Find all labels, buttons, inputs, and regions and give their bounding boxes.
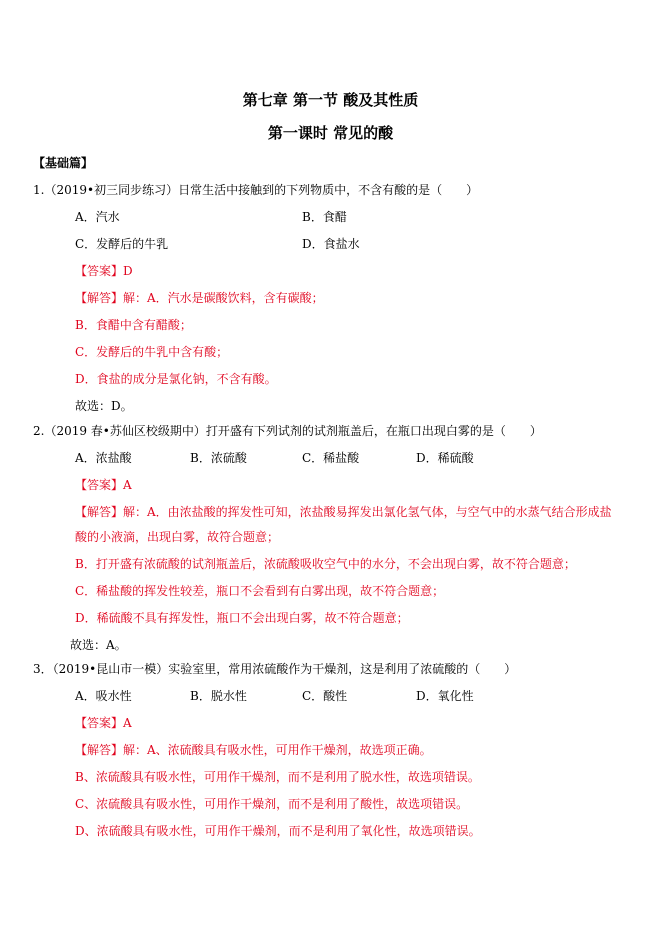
question-3-answer: 【答案】A [75, 716, 132, 730]
question-1-conclusion: 故选：D。 [75, 399, 133, 413]
question-1-analysis-line: B．食醋中含有醋酸； [75, 318, 192, 332]
question-2-option-d: D．稀硫酸 [416, 451, 474, 465]
question-1-analysis-line: D．食盐的成分是氯化钠，不含有酸。 [75, 372, 277, 386]
question-1-analysis-line: 【解答】解：A．汽水是碳酸饮料，含有碳酸； [75, 291, 324, 305]
lesson-title: 第一课时 常见的酸 [267, 124, 394, 142]
question-2-analysis-line: D．稀硫酸不具有挥发性，瓶口不会出现白雾，故不符合题意； [75, 611, 409, 625]
question-2-analysis-line: C．稀盐酸的挥发性较差，瓶口不会看到有白雾出现，故不符合题意； [75, 584, 445, 598]
question-3-analysis-line: B、浓硫酸具有吸水性，可用作干燥剂，而不是利用了脱水性，故选项错误。 [75, 770, 480, 784]
section-label: 【基础篇】 [33, 156, 94, 170]
question-1-answer: 【答案】D [75, 264, 133, 278]
question-1-option-b: B．食醋 [302, 210, 347, 224]
question-3-analysis-line: C、浓硫酸具有吸水性，可用作干燥剂，而不是利用了酸性，故选项错误。 [75, 797, 469, 811]
question-1-analysis-line: C．发酵后的牛乳中含有酸； [75, 345, 229, 359]
question-2-analysis-line: 【解答】解：A．由浓盐酸的挥发性可知，浓盐酸易挥发出氯化氢气体，与空气中的水蒸气结合形成盐 [75, 505, 612, 519]
question-1-option-d: D．食盐水 [302, 237, 360, 251]
question-2-answer: 【答案】A [75, 478, 132, 492]
question-3-analysis-line: D、浓硫酸具有吸水性，可用作干燥剂，而不是利用了氧化性，故选项错误。 [75, 824, 481, 838]
question-2-option-b: B．浓硫酸 [190, 451, 247, 465]
question-3-analysis-line: 【解答】解：A、浓硫酸具有吸水性，可用作干燥剂，故选项正确。 [75, 743, 432, 757]
question-2-conclusion: 故选：A。 [70, 638, 127, 652]
question-3-option-b: B．脱水性 [190, 689, 247, 703]
question-3-stem: 3．（2019•昆山市一模）实验室里，常用浓硫酸作为干燥剂，这是利用了浓硫酸的（ ） [33, 662, 517, 676]
question-1-option-a: A．汽水 [75, 210, 120, 224]
question-2-analysis-line: B．打开盛有浓硫酸的试剂瓶盖后，浓硫酸吸收空气中的水分，不会出现白雾，故不符合题意； [75, 557, 576, 571]
chapter-title: 第七章 第一节 酸及其性质 [242, 91, 419, 109]
question-3-option-d: D．氧化性 [416, 689, 474, 703]
question-3-option-a: A．吸水性 [75, 689, 132, 703]
question-2-stem: 2.（2019 春•苏仙区校级期中）打开盛有下列试剂的试剂瓶盖后，在瓶口出现白雾的是（ ） [33, 424, 542, 438]
question-2-option-c: C．稀盐酸 [302, 451, 360, 465]
question-3-option-c: C．酸性 [302, 689, 348, 703]
question-1-option-c: C．发酵后的牛乳 [75, 237, 169, 251]
question-2-option-a: A．浓盐酸 [75, 451, 132, 465]
question-1-stem: 1.（2019•初三同步练习）日常生活中接触到的下列物质中，不含有酸的是（ ） [33, 183, 479, 197]
question-2-analysis-line: 酸的小液滴，出现白雾，故符合题意； [75, 530, 280, 544]
